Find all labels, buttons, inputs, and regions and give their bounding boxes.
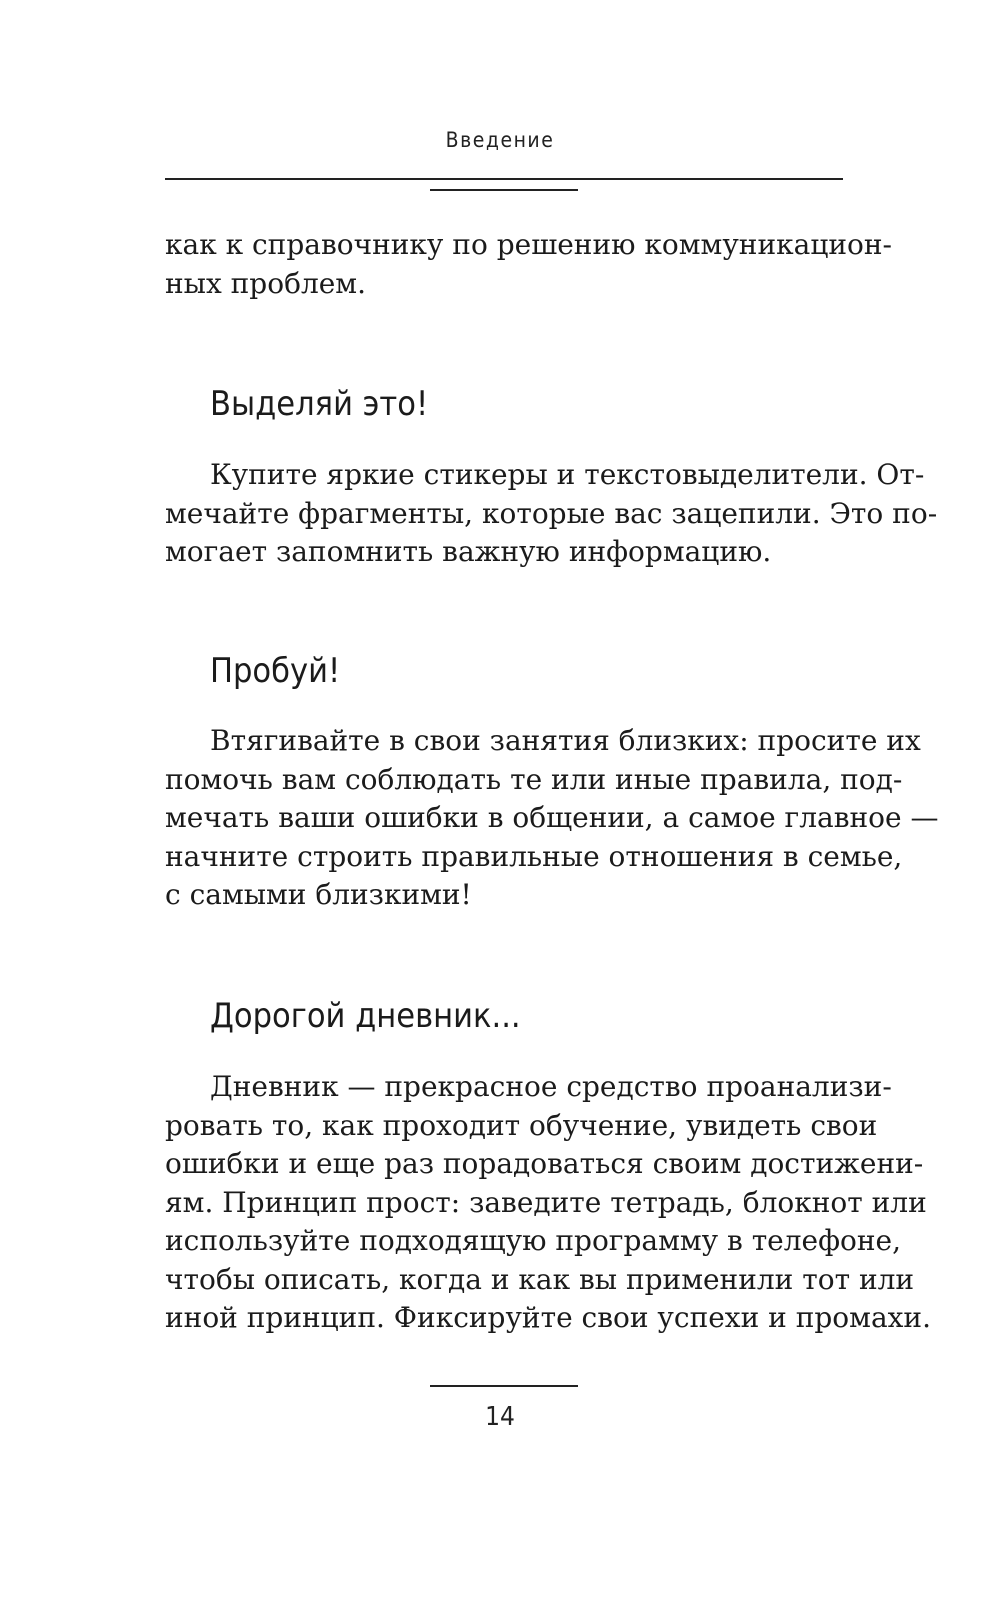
text-line: как к справочнику по решению коммуникацион- xyxy=(165,228,892,261)
text-line: Купите яркие стикеры и текстовыделители. От- xyxy=(210,458,925,491)
text-line: используйте подходящую программу в телефоне, xyxy=(165,1224,902,1257)
text-line: с самыми близкими! xyxy=(165,878,472,911)
section-heading-diary: Дорогой дневник... xyxy=(210,996,521,1036)
text-line: иной принцип. Фиксируйте свои успехи и промахи. xyxy=(165,1301,931,1334)
text-line: могает запомнить важную информацию. xyxy=(165,535,772,568)
section-heading-highlight: Выделяй это! xyxy=(210,384,429,424)
try-paragraph xyxy=(165,722,939,915)
footer-short-rule xyxy=(430,1385,578,1387)
page-number: 14 xyxy=(485,1402,515,1432)
text-line: Втягивайте в свои занятия близких: просите их xyxy=(210,724,921,757)
text-line: ям. Принцип прост: заведите тетрадь, блокнот или xyxy=(165,1185,927,1219)
header-short-rule xyxy=(430,189,578,191)
text-line: мечать ваши ошибки в общении, а самое главное — xyxy=(165,801,939,834)
text-line: начните строить правильные отношения в семье, xyxy=(165,839,903,873)
section-heading-try: Пробуй! xyxy=(210,651,341,691)
text-line: ровать то, как проходит обучение, увидеть свои xyxy=(165,1108,878,1142)
text-line: помочь вам соблюдать те или иные правила, под- xyxy=(165,762,903,796)
text-line: ных проблем. xyxy=(165,266,366,300)
text-line: чтобы описать, когда и как вы применили тот или xyxy=(165,1262,915,1296)
diary-paragraph xyxy=(165,1068,931,1338)
header-rule xyxy=(165,178,843,180)
intro-paragraph xyxy=(165,226,892,303)
running-head: Введение xyxy=(445,128,555,152)
text-line: ошибки и еще раз порадоваться своим достижени- xyxy=(165,1147,924,1180)
text-line: Дневник — прекрасное средство проанализи- xyxy=(210,1070,892,1103)
text-line: мечайте фрагменты, которые вас зацепили. Это по- xyxy=(165,496,938,530)
highlight-paragraph xyxy=(165,456,938,572)
